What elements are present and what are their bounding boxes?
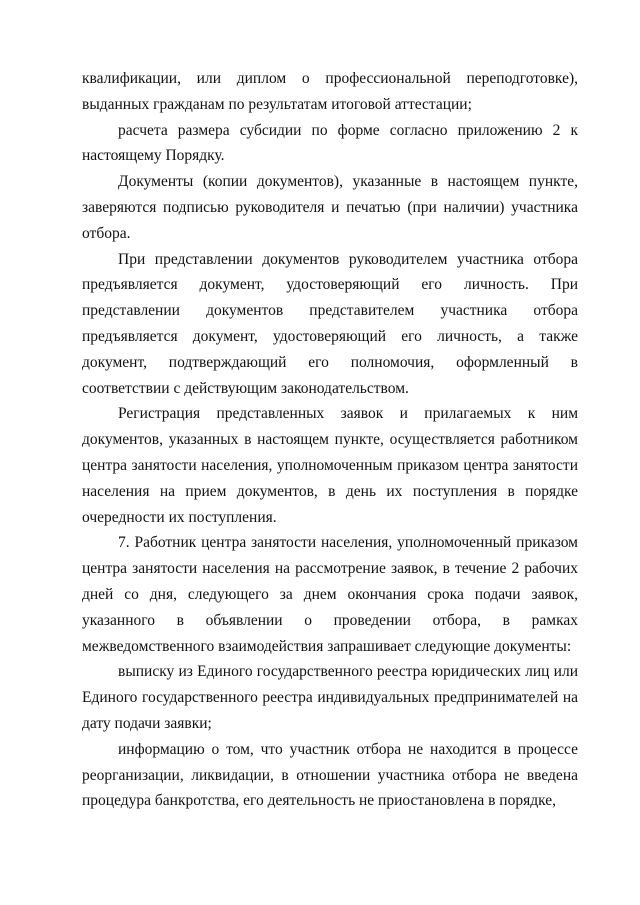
paragraph-3: Документы (копии документов), указанные в настоящем пункте, заверяются подписью руководителя и печатью (при наличии) участника отбора.: [82, 173, 578, 242]
paragraph-5: Регистрация представленных заявок и прилагаемых к ним документов, указанных в настоящем пункте, осуществляется работником центра занятости населения, уполномоченным приказом центра занятости населения на прием документов, в день их поступления в порядке очередности их поступления.: [82, 405, 578, 526]
paragraph-8: информацию о том, что участник отбора не находится в процессе реорганизации, ликвидации, в отношении участника отбора не введена процедура банкротства, его деятельность не приостановлена в порядке,: [82, 740, 578, 810]
paragraph-2: расчета размера субсидии по форме согласно приложению 2 к настоящему Порядку.: [82, 121, 578, 165]
paragraph-4: При представлении документов руководителем участника отбора предъявляется документ, удостоверяющий его личность. При представлении документов представителем участника отбора предъявляется документ, удостоверяющий его личность, а также документ, подтверждающий его полномочия, оформленный в соответствии с действующим законодательством.: [82, 250, 578, 397]
paragraph-1: квалификации, или диплом о профессиональной переподготовке), выданных гражданам по результатам итоговой аттестации;: [82, 70, 578, 113]
paragraph-7: выписку из Единого государственного реестра юридических лиц или Единого государственного реестра индивидуальных предпринимателей на дату подачи заявки;: [82, 663, 578, 732]
document-body: [82, 66, 578, 814]
paragraph-6: 7. Работник центра занятости населения, уполномоченный приказом центра занятости населения на рассмотрение заявок, в течение 2 рабочих дней со дня, следующего за днем окончания срока подачи заявок, указанного в объявлении о проведении отбора, в рамках межведомственного взаимодействия запрашивает следующие документы:: [82, 534, 578, 655]
